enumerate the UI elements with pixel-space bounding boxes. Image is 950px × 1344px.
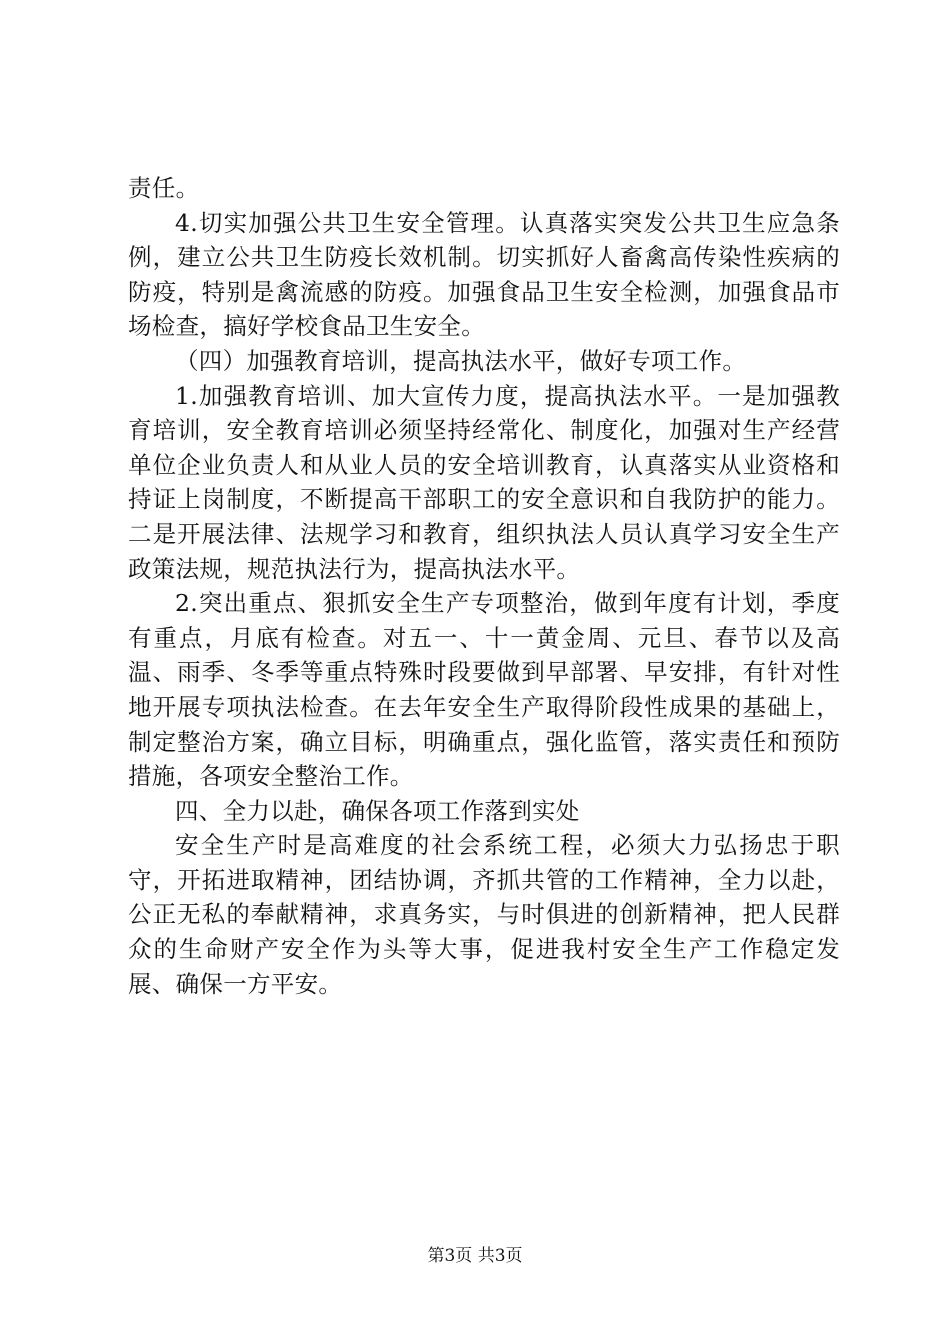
paragraph-education-training: 1.加强教育培训、加大宣传力度，提高执法水平。一是加强教育培训，安全教育培训必须坚持经常化、制度化，加强对生产经营单位企业负责人和从业人员的安全培训教育，认真落实从业资格和持证上岗制度，不断提高干部职工的安全意识和自我防护的能力。二是开展法律、法规学习和教育，组织执法人员认真学习安全生产政策法规，规范执法行为，提高执法水平。: [128, 381, 840, 583]
paragraph-conclusion: 安全生产时是高难度的社会系统工程，必须大力弘扬忠于职守，开拓进取精神，团结协调，齐抓共管的工作精神，全力以赴，公正无私的奉献精神，求真务实，与时俱进的创新精神，把人民群众的生命财产安全作为头等大事，促进我村安全生产工作稳定发展、确保一方平安。: [128, 831, 840, 998]
paragraph-special-rectification: 2.突出重点、狠抓安全生产专项整治，做到年度有计划，季度有重点，月底有检查。对五一、十一黄金周、元旦、春节以及高温、雨季、冬季等重点特殊时段要做到早部署、早安排，有针对性地开展专项执法检查。在去年安全生产取得阶段性成果的基础上，制定整治方案，确立目标，明确重点，强化监管，落实责任和预防措施，各项安全整治工作。: [128, 589, 840, 791]
section-heading-implementation: 四、全力以赴，确保各项工作落到实处: [175, 796, 580, 825]
document-body: [128, 171, 840, 1001]
section-heading-education-training: （四）加强教育培训，提高执法水平，做好专项工作。: [175, 346, 747, 375]
paragraph-public-health: 4.切实加强公共卫生安全管理。认真落实突发公共卫生应急条例，建立公共卫生防疫长效机制。切实抓好人畜禽高传染性疾病的防疫，特别是禽流感的防疫。加强食品卫生安全检测，加强食品市场检查，搞好学校食品卫生安全。: [128, 208, 840, 341]
page-number: 第3页 共3页: [427, 1246, 523, 1266]
paragraph-continuation: 责任。: [128, 174, 200, 202]
page-footer: [0, 1244, 950, 1268]
